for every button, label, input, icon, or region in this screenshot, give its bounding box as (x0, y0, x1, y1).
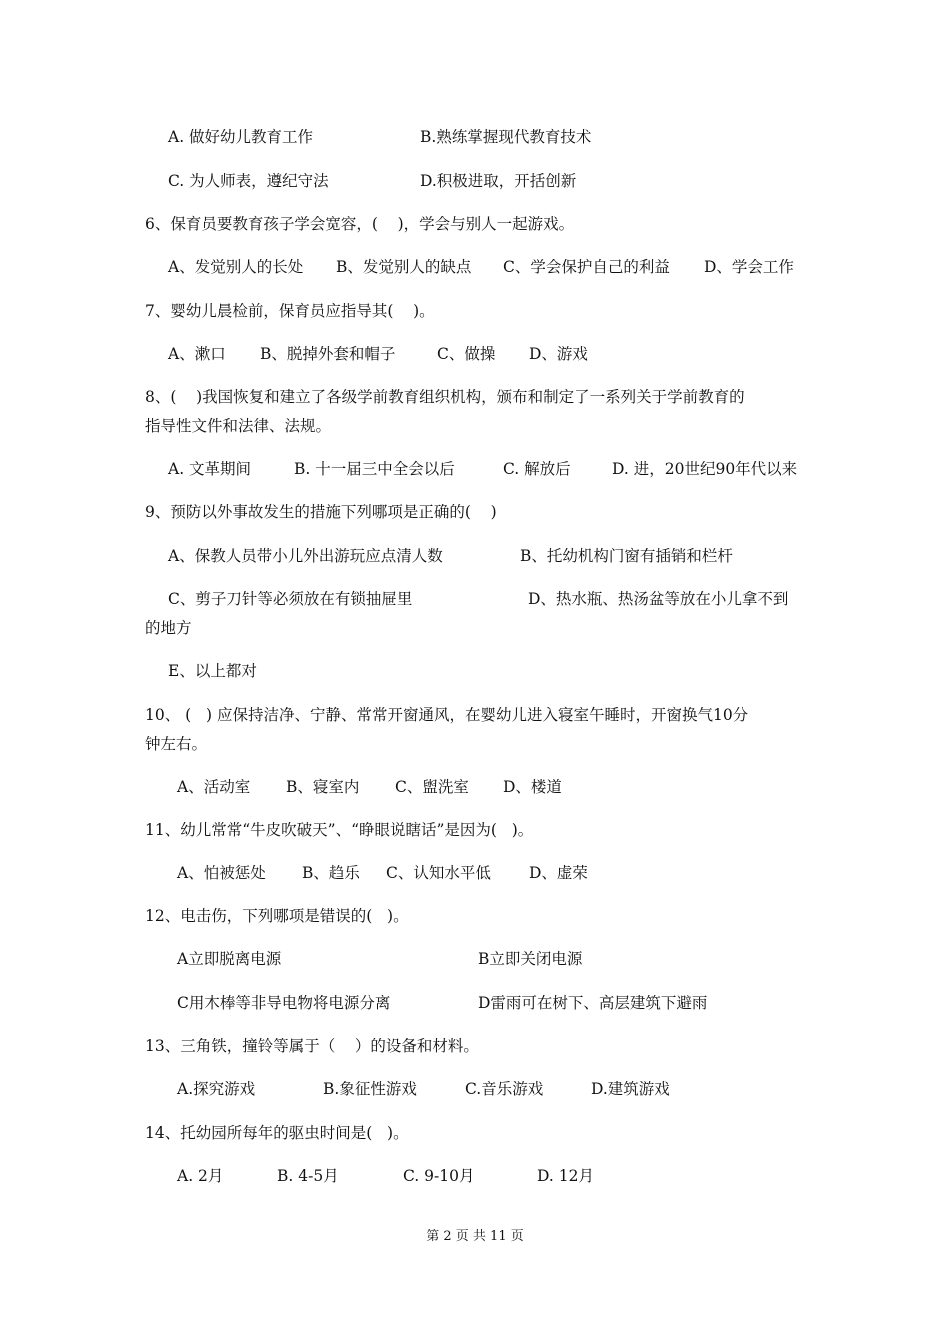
q9-stem: 9、预防以外事故发生的措施下列哪项是正确的( ) (145, 503, 497, 521)
q6-option-d: D、学会工作 (704, 258, 794, 276)
q8-option-d: D. 进，20世纪90年代以来 (612, 460, 798, 478)
q6-option-c: C、学会保护自己的利益 (503, 258, 670, 276)
q14-option-b: B. 4-5月 (277, 1167, 339, 1185)
q9-option-e: E、以上都对 (168, 662, 257, 680)
q12-option-b: B立即关闭电源 (478, 950, 583, 968)
q10-option-d: D、楼道 (503, 778, 562, 796)
q10-option-c: C、盥洗室 (395, 778, 469, 796)
q12-option-c: C用木棒等非导电物将电源分离 (177, 994, 391, 1012)
q8-stem-line1: 8、( )我国恢复和建立了各级学前教育组织机构，颁布和制定了一系列关于学前教育的 (145, 388, 745, 406)
q5-option-d: D.积极进取，开括创新 (420, 172, 577, 190)
q8-option-b: B. 十一届三中全会以后 (294, 460, 455, 478)
q14-option-a: A. 2月 (177, 1167, 224, 1185)
q8-option-a: A. 文革期间 (168, 460, 252, 478)
q11-stem: 11、幼儿常常“牛皮吹破天”、“睁眼说瞎话”是因为( )。 (145, 821, 534, 839)
q13-stem: 13、三角铁，撞铃等属于（ ）的设备和材料。 (145, 1037, 479, 1055)
q6-stem: 6、保育员要教育孩子学会宽容，( )，学会与别人一起游戏。 (145, 215, 575, 233)
q13-option-d: D.建筑游戏 (591, 1080, 670, 1098)
q5-option-b: B.熟练掌握现代教育技术 (420, 128, 592, 146)
q9-option-d-line2: 的地方 (145, 619, 192, 637)
q11-option-b: B、趋乐 (302, 864, 360, 882)
q12-option-a: A立即脱离电源 (177, 950, 282, 968)
q9-option-c: C、剪子刀针等必须放在有锁抽屉里 (168, 590, 413, 608)
q7-option-c: C、做操 (437, 345, 496, 363)
q6-option-b: B、发觉别人的缺点 (336, 258, 472, 276)
q8-stem-line2: 指导性文件和法律、法规。 (145, 417, 332, 435)
q11-option-a: A、怕被惩处 (177, 864, 266, 882)
q5-option-a: A. 做好幼儿教育工作 (168, 128, 314, 146)
q6-option-a: A、发觉别人的长处 (168, 258, 304, 276)
q7-option-b: B、脱掉外套和帽子 (260, 345, 396, 363)
q5-option-c: C. 为人师表，遵纪守法 (168, 172, 329, 190)
q7-option-a: A、漱口 (168, 345, 226, 363)
q7-option-d: D、游戏 (529, 345, 588, 363)
q9-option-a: A、保教人员带小儿外出游玩应点清人数 (168, 547, 443, 565)
q7-stem: 7、婴幼儿晨检前，保育员应指导其( )。 (145, 302, 435, 320)
q9-option-d-line1: D、热水瓶、热汤盆等放在小儿拿不到 (528, 590, 789, 608)
q10-stem-line2: 钟左右。 (145, 735, 208, 753)
q9-option-b: B、托幼机构门窗有插销和栏杆 (520, 547, 733, 565)
q14-option-d: D. 12月 (537, 1167, 594, 1185)
q13-option-c: C.音乐游戏 (465, 1080, 544, 1098)
q11-option-d: D、虚荣 (529, 864, 588, 882)
page-footer: 第 2 页 共 11 页 (426, 1229, 524, 1244)
q13-option-a: A.探究游戏 (177, 1080, 256, 1098)
q10-option-a: A、活动室 (177, 778, 251, 796)
q8-option-c: C. 解放后 (503, 460, 571, 478)
q10-option-b: B、寝室内 (286, 778, 360, 796)
q14-stem: 14、托幼园所每年的驱虫时间是( )。 (145, 1124, 409, 1142)
q14-option-c: C. 9-10月 (403, 1167, 475, 1185)
q11-option-c: C、认知水平低 (386, 864, 491, 882)
q13-option-b: B.象征性游戏 (323, 1080, 417, 1098)
q12-option-d: D雷雨可在树下、高层建筑下避雨 (478, 994, 708, 1012)
q12-stem: 12、电击伤，下列哪项是错误的( )。 (145, 907, 409, 925)
q10-stem-line1: 10、 ( ) 应保持洁净、宁静、常常开窗通风，在婴幼儿进入寝室午睡时，开窗换气10分 (145, 706, 749, 724)
